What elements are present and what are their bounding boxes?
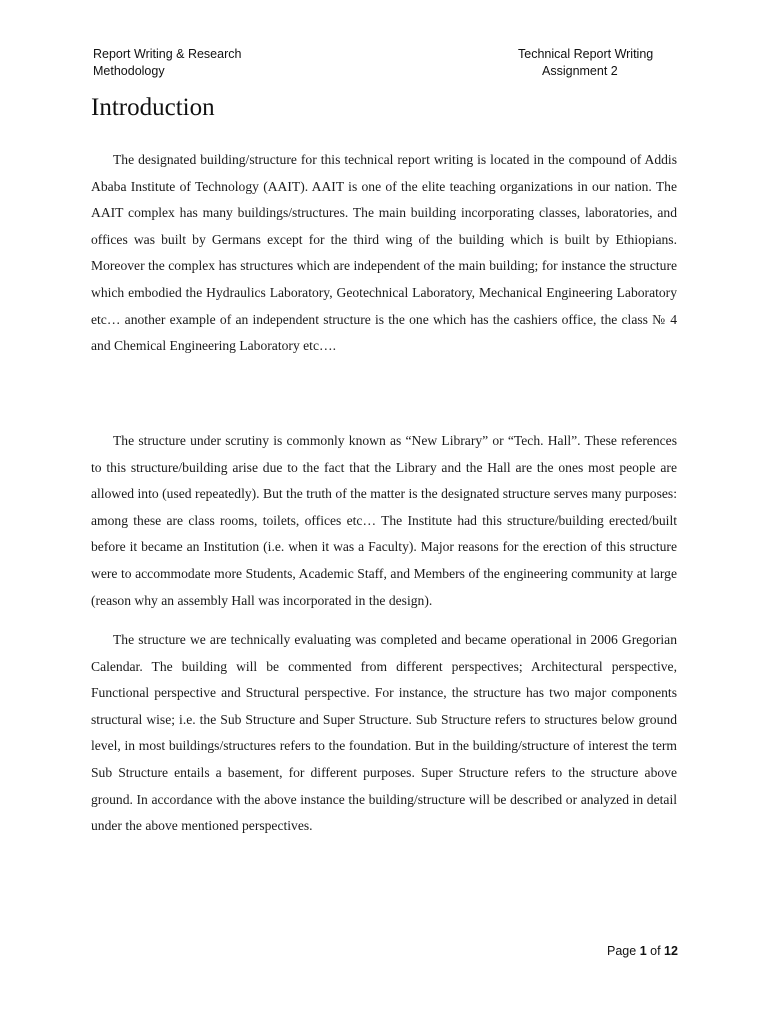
body-paragraph: The structure under scrutiny is commonly known as “New Library” or “Tech. Hall”. These references to this structure/building arise due to the fact that the Library and the Hall are the ones most people are allowed into (used repeatedly). But the truth of the matter is the designated structure serves many purposes: among these are class rooms, toilets, offices etc… The Institute had this structure/building erected/built before it became an Institution (i.e. when it was a Faculty). Major reasons for the erection of this structure were to accommodate more Students, Academic Staff, and Members of the engineering community at large (reason why an assembly Hall was incorporated in the design). [91,433,677,608]
of-label: of [650,944,661,958]
body-paragraph: The structure we are technically evaluating was completed and became operational in 2006 Gregorian Calendar. The building will be commented from different perspectives; Architectural perspective, Functional perspective and Structural perspective. For instance, the structure has two major components structural wise; i.e. the Sub Structure and Super Structure. Sub Structure refers to structures below ground level, in most buildings/structures refers to the foundation. But in the building/structure of interest the term Sub Structure entails a basement, for different purposes. Super Structure refers to the structure above ground. In accordance with the above instance the building/structure will be described or analyzed in detail under the above mentioned perspectives. [91,632,677,834]
header-assignment-line1: Technical Report Writing [518,47,654,61]
header-assignment-line2: Assignment 2 [542,64,618,78]
body-paragraph: The designated building/structure for this technical report writing is located in the compound of Addis Ababa Institute of Technology (AAIT). AAIT is one of the elite teaching organizations in our nation. The AAIT complex has many buildings/structures. The main building incorporating classes, laboratories, and offices was built by Germans except for the third wing of the building which is built by Ethiopians. Moreover the complex has structures which are independent of the main building; for instance the structure which embodied the Hydraulics Laboratory, Geotechnical Laboratory, Mechanical Engineering Laboratory etc… another example of an independent structure is the one which has the cashiers office, the class № 4 and Chemical Engineering Laboratory etc…. [91,152,677,354]
header-assignment [518,46,678,80]
header-course-line2: Methodology [93,64,165,78]
total-pages-number: 12 [664,944,678,958]
page-label: Page [607,944,637,958]
section-title: Introduction [91,94,215,121]
header-course-line1: Report Writing & Research [93,47,242,61]
current-page-number: 1 [639,944,647,958]
header-course [93,46,343,80]
page-footer [607,942,678,960]
